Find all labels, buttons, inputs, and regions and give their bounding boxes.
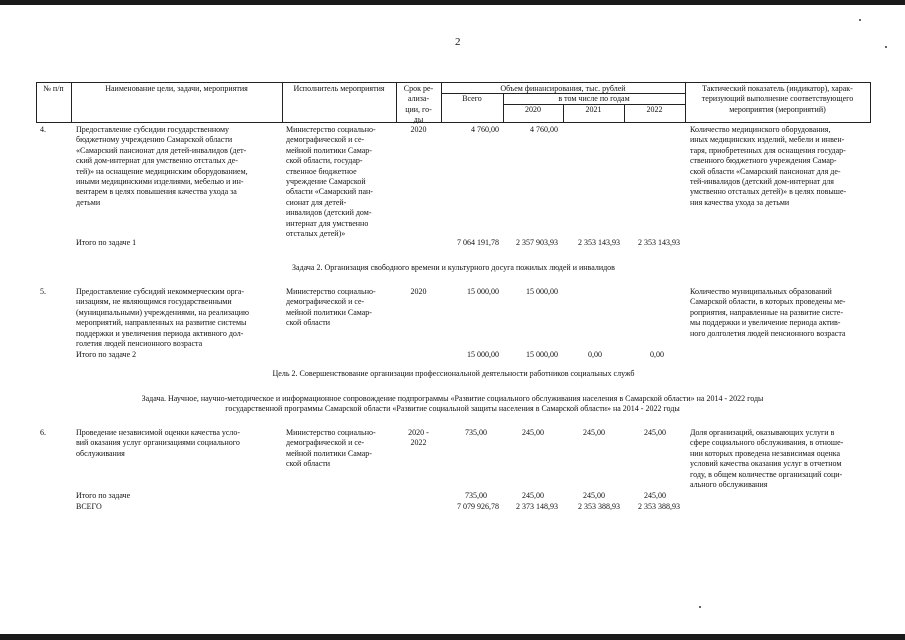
row-5-total: 15 000,00 xyxy=(467,287,499,296)
row-6-num: 6. xyxy=(40,428,46,437)
itogo-2-y2022: 0,00 xyxy=(650,350,664,359)
row-6-y2020: 245,00 xyxy=(522,428,544,437)
row-4-executor: Министерство социально- демографической и се- мейной политики Самар- ской области, государ- ственное бюджетное учреждение Самарской области «Самарский пан- сионат для детей- инвалидов (детский дом- интернат для умственно отсталых детей)» xyxy=(286,125,376,239)
itogo-1-y2022: 2 353 143,93 xyxy=(638,238,680,247)
row-6-y2021: 245,00 xyxy=(583,428,605,437)
header-year-2021: 2021 xyxy=(585,105,602,114)
page-number: 2 xyxy=(455,36,461,48)
header-financing: Объем финансирования, тыс. рублей xyxy=(500,84,626,93)
scan-speck xyxy=(699,606,701,608)
task-heading: Задача. Научное, научно-методическое и информационное сопровождение подпрограммы «Развитие социального обслуживания населения в Самарской области» на 2014 - 2022 годы государственной программы Самарской области «Развитие социальной защиты населения в Самарской области» на 2014 - 2022 годы xyxy=(141,394,764,414)
header-term: Срок ре- ализа- ции, го- ды xyxy=(403,84,434,125)
scan-speck xyxy=(885,46,887,48)
header-name: Наименование цели, задачи, мероприятия xyxy=(105,84,248,93)
itogo-2-y2021: 0,00 xyxy=(588,350,602,359)
row-6-executor: Министерство социально- демографической и се- мейной политики Самар- ской области xyxy=(286,428,376,469)
row-5-indicator: Количество муниципальных образований Самарской области, в которых проведены ме- роприятия, направленные на развитие систе- мы поддержки и увеличение периода актив- ного долголетия людей пенсионного возраста xyxy=(690,287,846,338)
vsego-y2022: 2 353 388,93 xyxy=(638,502,680,511)
vsego-label: ВСЕГО xyxy=(76,502,102,511)
row-6-name: Проведение независимой оценки качества усло- вий оказания услуг организациями социального обслуживания xyxy=(76,428,241,458)
itogo-2-y2020: 15 000,00 xyxy=(526,350,558,359)
goal-2-heading: Цель 2. Совершенствование организации профессиональной деятельности работников социальных служб xyxy=(272,369,635,378)
vsego-y2021: 2 353 388,93 xyxy=(578,502,620,511)
header-year-2020: 2020 xyxy=(525,105,541,114)
header-year-2022: 2022 xyxy=(646,105,663,114)
table-top-rule xyxy=(36,82,871,83)
row-4-total: 4 760,00 xyxy=(471,125,499,134)
itogo-1-y2020: 2 357 903,93 xyxy=(516,238,558,247)
itogo-1-total: 7 064 191,78 xyxy=(457,238,499,247)
itogo-3-y2022: 245,00 xyxy=(644,491,666,500)
itogo-1-label: Итого по задаче 1 xyxy=(76,238,137,247)
header-num: № п/п xyxy=(43,84,64,93)
row-4-y2020: 4 760,00 xyxy=(530,125,558,134)
itogo-3-total: 735,00 xyxy=(465,491,487,500)
task-2-heading: Задача 2. Организация свободного времени и культурного досуга пожилых людей и инвалидов xyxy=(292,263,615,272)
header-by-year: в том числе по годам xyxy=(558,94,630,103)
scan-edge-bottom xyxy=(0,634,905,640)
row-5-y2020: 15 000,00 xyxy=(526,287,558,296)
row-5-num: 5. xyxy=(40,287,46,296)
header-indicator: Тактический показатель (индикатор), харак- теризующий выполнение соответствующего мероприятия (мероприятий) xyxy=(701,84,854,114)
row-6-y2022: 245,00 xyxy=(644,428,666,437)
itogo-2-label: Итого по задаче 2 xyxy=(76,350,137,359)
row-6-indicator: Доля организаций, оказывающих услуги в сфере социального обслуживания, в отноше- нии которых проведена независимая оценка условий качества оказания услуг в отчетном году, в общем количестве организаций соци- ального обслуживания xyxy=(690,428,844,490)
row-5-term: 2020 xyxy=(410,287,427,296)
header-total: Всего xyxy=(462,94,482,103)
itogo-1-y2021: 2 353 143,93 xyxy=(578,238,620,247)
itogo-2-total: 15 000,00 xyxy=(467,350,499,359)
row-4-term: 2020 xyxy=(410,125,427,134)
itogo-3-label: Итого по задаче xyxy=(76,491,131,500)
table-header-bottom-rule xyxy=(36,122,871,123)
itogo-3-y2021: 245,00 xyxy=(583,491,605,500)
vsego-total: 7 079 926,78 xyxy=(457,502,499,511)
scan-edge-top xyxy=(0,0,905,5)
itogo-3-y2020: 245,00 xyxy=(522,491,544,500)
row-4-num: 4. xyxy=(40,125,46,134)
header-divider xyxy=(870,82,871,122)
row-4-indicator: Количество медицинского оборудования, иных медицинских изделий, мебели и инвен- таря, приобретенных для оснащения государ- ственного бюджетного учреждения Самар- ской области «Самарский пансионат для де- тей-инвалидов (детский дом-интернат для умственно отсталых детей)» в целях повыше- ния качества ухода за детьми xyxy=(690,125,847,207)
row-5-executor: Министерство социально- демографической и се- мейной политики Самар- ской области xyxy=(286,287,376,328)
header-executor: Исполнитель мероприятия xyxy=(293,84,385,93)
scan-speck xyxy=(859,19,861,21)
row-4-name: Предоставление субсидии государственному бюджетному учреждению Самарской области «Самарский пансионат для детей-инвалидов (дет- ский дом-интернат для умственно отсталых де- тей)» на оснащение медицинским оборудованием, иными медицинскими изделиями, мебелью и ин- вентарем в целях повышения качества ухода за детьми xyxy=(76,125,248,207)
row-6-term: 2020 - 2022 xyxy=(408,428,429,448)
row-5-name: Предоставление субсидий некоммерческим орга- низациям, не являющимся государственными (муниципальными) учреждениями, на реализацию мероприятий, направленных на развитие системы поддержки и увеличения периода активного дол- голетия людей пенсионного возраста xyxy=(76,287,249,349)
vsego-y2020: 2 373 148,93 xyxy=(516,502,558,511)
row-6-total: 735,00 xyxy=(465,428,487,437)
